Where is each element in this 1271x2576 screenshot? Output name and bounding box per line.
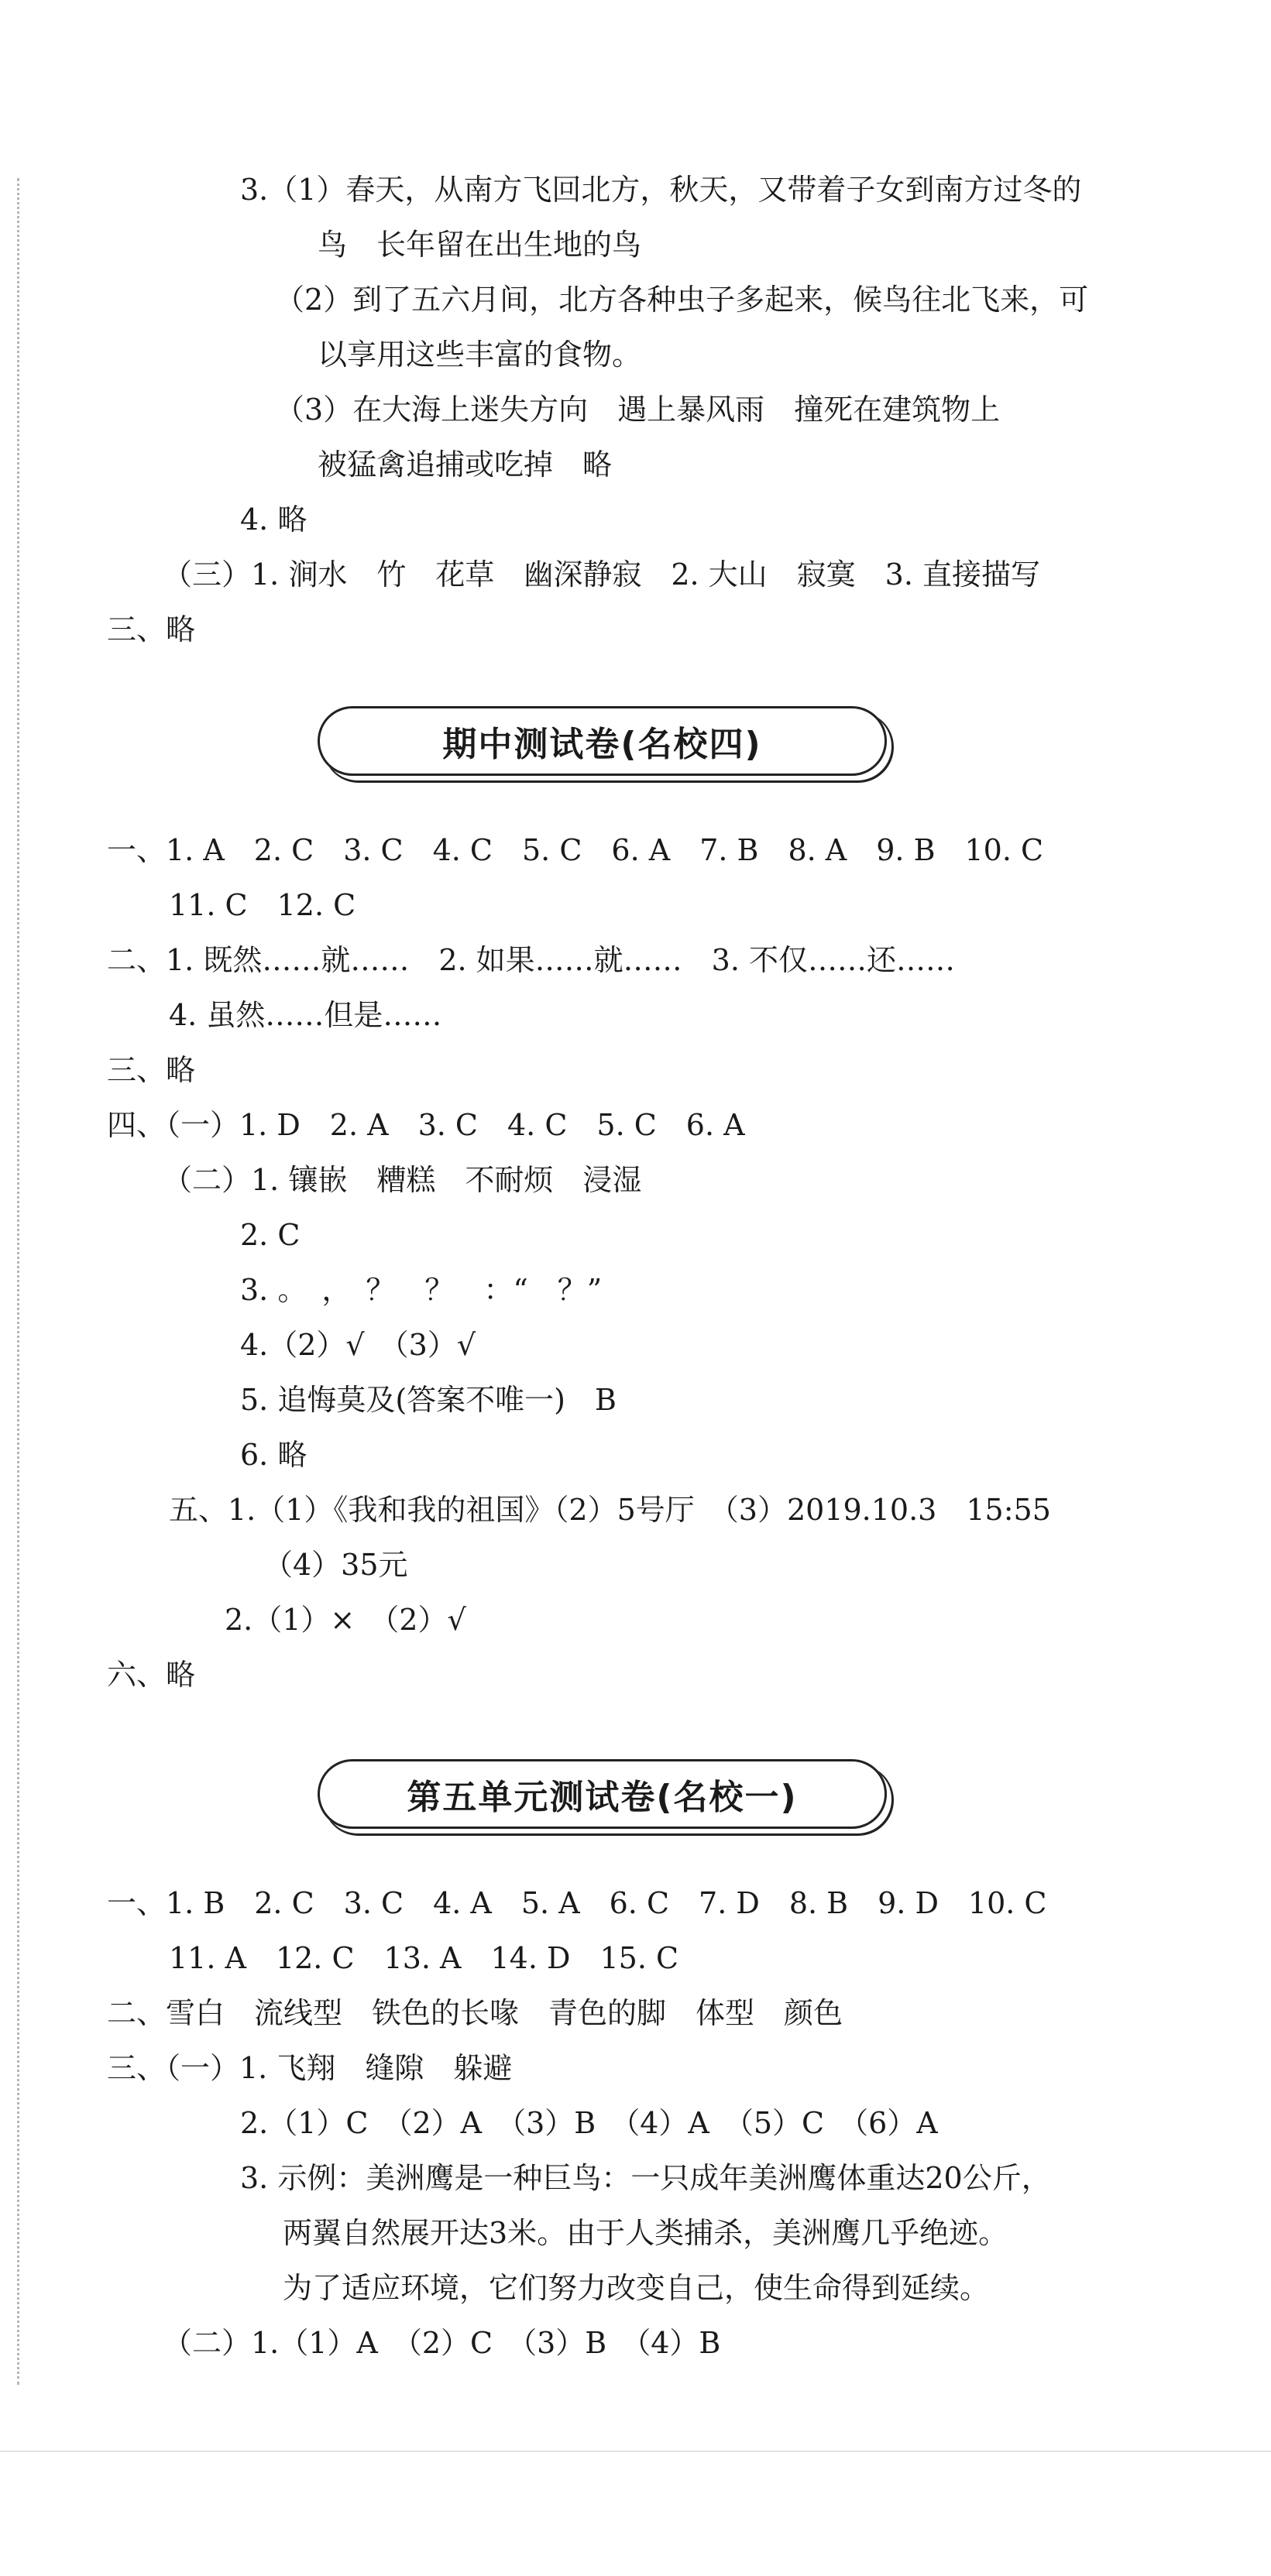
midterm-line-10: 4.（2）√ （3）√ xyxy=(240,1328,476,1362)
answer-section-3: 三、略 xyxy=(107,612,196,647)
midterm-line-2: 11. C 12. C xyxy=(169,888,356,922)
midterm-line-9: 3. 。 ， ？ ？ ：“ ？” xyxy=(240,1273,603,1307)
midterm-line-14: （4）35元 xyxy=(263,1548,408,1582)
unit5-line-3: 二、雪白 流线型 铁色的长喙 青色的脚 体型 颜色 xyxy=(107,1996,843,2030)
unit5-line-5: 2.（1）C （2）A （3）B （4）A （5）C （6）A xyxy=(240,2106,938,2140)
section-title-midterm-text: 期中测试卷(名校四) xyxy=(442,725,762,764)
unit5-line-7: 两翼自然展开达3米。由于人类捕杀，美洲鹰几乎绝迹。 xyxy=(283,2216,1008,2250)
answer-3-1-line2: 鸟 长年留在出生地的鸟 xyxy=(318,228,642,262)
midterm-line-7: （二）1. 镶嵌 糟糕 不耐烦 浸湿 xyxy=(163,1163,642,1197)
page-bottom-edge xyxy=(0,2451,1271,2576)
midterm-line-8: 2. C xyxy=(240,1218,301,1252)
unit5-line-4: 三、（一）1. 飞翔 缝隙 躲避 xyxy=(107,2051,513,2085)
midterm-line-16: 六、略 xyxy=(107,1658,196,1692)
midterm-line-1: 一、1. A 2. C 3. C 4. C 5. C 6. A 7. B 8. A 9. B 10. C xyxy=(107,833,1044,867)
binding-margin-line xyxy=(17,178,19,2385)
midterm-line-4: 4. 虽然……但是…… xyxy=(169,998,442,1032)
midterm-line-5: 三、略 xyxy=(107,1053,196,1087)
midterm-line-13: 五、1.（1）《我和我的祖国》（2）5号厅 （3）2019.10.3 15:55 xyxy=(169,1493,1051,1527)
section-title-unit5-text: 第五单元测试卷(名校一) xyxy=(407,1778,798,1817)
unit5-line-8: 为了适应环境，它们努力改变自己，使生命得到延续。 xyxy=(283,2271,990,2305)
unit5-line-2: 11. A 12. C 13. A 14. D 15. C xyxy=(169,1941,679,1975)
answer-3-3-line1: （3）在大海上迷失方向 遇上暴风雨 撞死在建筑物上 xyxy=(275,393,1001,427)
answer-3-2-line1: （2）到了五六月间，北方各种虫子多起来，候鸟往北飞来，可 xyxy=(275,283,1089,317)
midterm-line-11: 5. 追悔莫及(答案不唯一) B xyxy=(240,1383,617,1417)
answer-sub-3: （三）1. 涧水 竹 花草 幽深静寂 2. 大山 寂寞 3. 直接描写 xyxy=(163,557,1041,592)
unit5-line-6: 3. 示例：美洲鹰是一种巨鸟：一只成年美洲鹰体重达20公斤， xyxy=(240,2161,1051,2195)
unit5-line-9: （二）1.（1）A （2）C （3）B （4）B xyxy=(163,2326,721,2360)
answer-3-3-line2: 被猛禽追捕或吃掉 略 xyxy=(318,448,613,482)
section-title-unit5 xyxy=(318,1759,887,1829)
midterm-line-12: 6. 略 xyxy=(240,1438,307,1472)
answer-4: 4. 略 xyxy=(240,503,307,537)
midterm-line-15: 2.（1）× （2）√ xyxy=(225,1603,466,1637)
unit5-line-1: 一、1. B 2. C 3. C 4. A 5. A 6. C 7. D 8. B 9. D 10. C xyxy=(107,1886,1047,1920)
section-title-midterm xyxy=(318,706,887,776)
midterm-line-3: 二、1. 既然……就…… 2. 如果……就…… 3. 不仅……还…… xyxy=(107,943,956,977)
answer-3-1-line1: 3.（1）春天，从南方飞回北方，秋天，又带着子女到南方过冬的 xyxy=(240,173,1082,207)
midterm-line-6: 四、（一）1. D 2. A 3. C 4. C 5. C 6. A xyxy=(107,1108,745,1142)
answer-3-2-line2: 以享用这些丰富的食物。 xyxy=(318,338,642,372)
